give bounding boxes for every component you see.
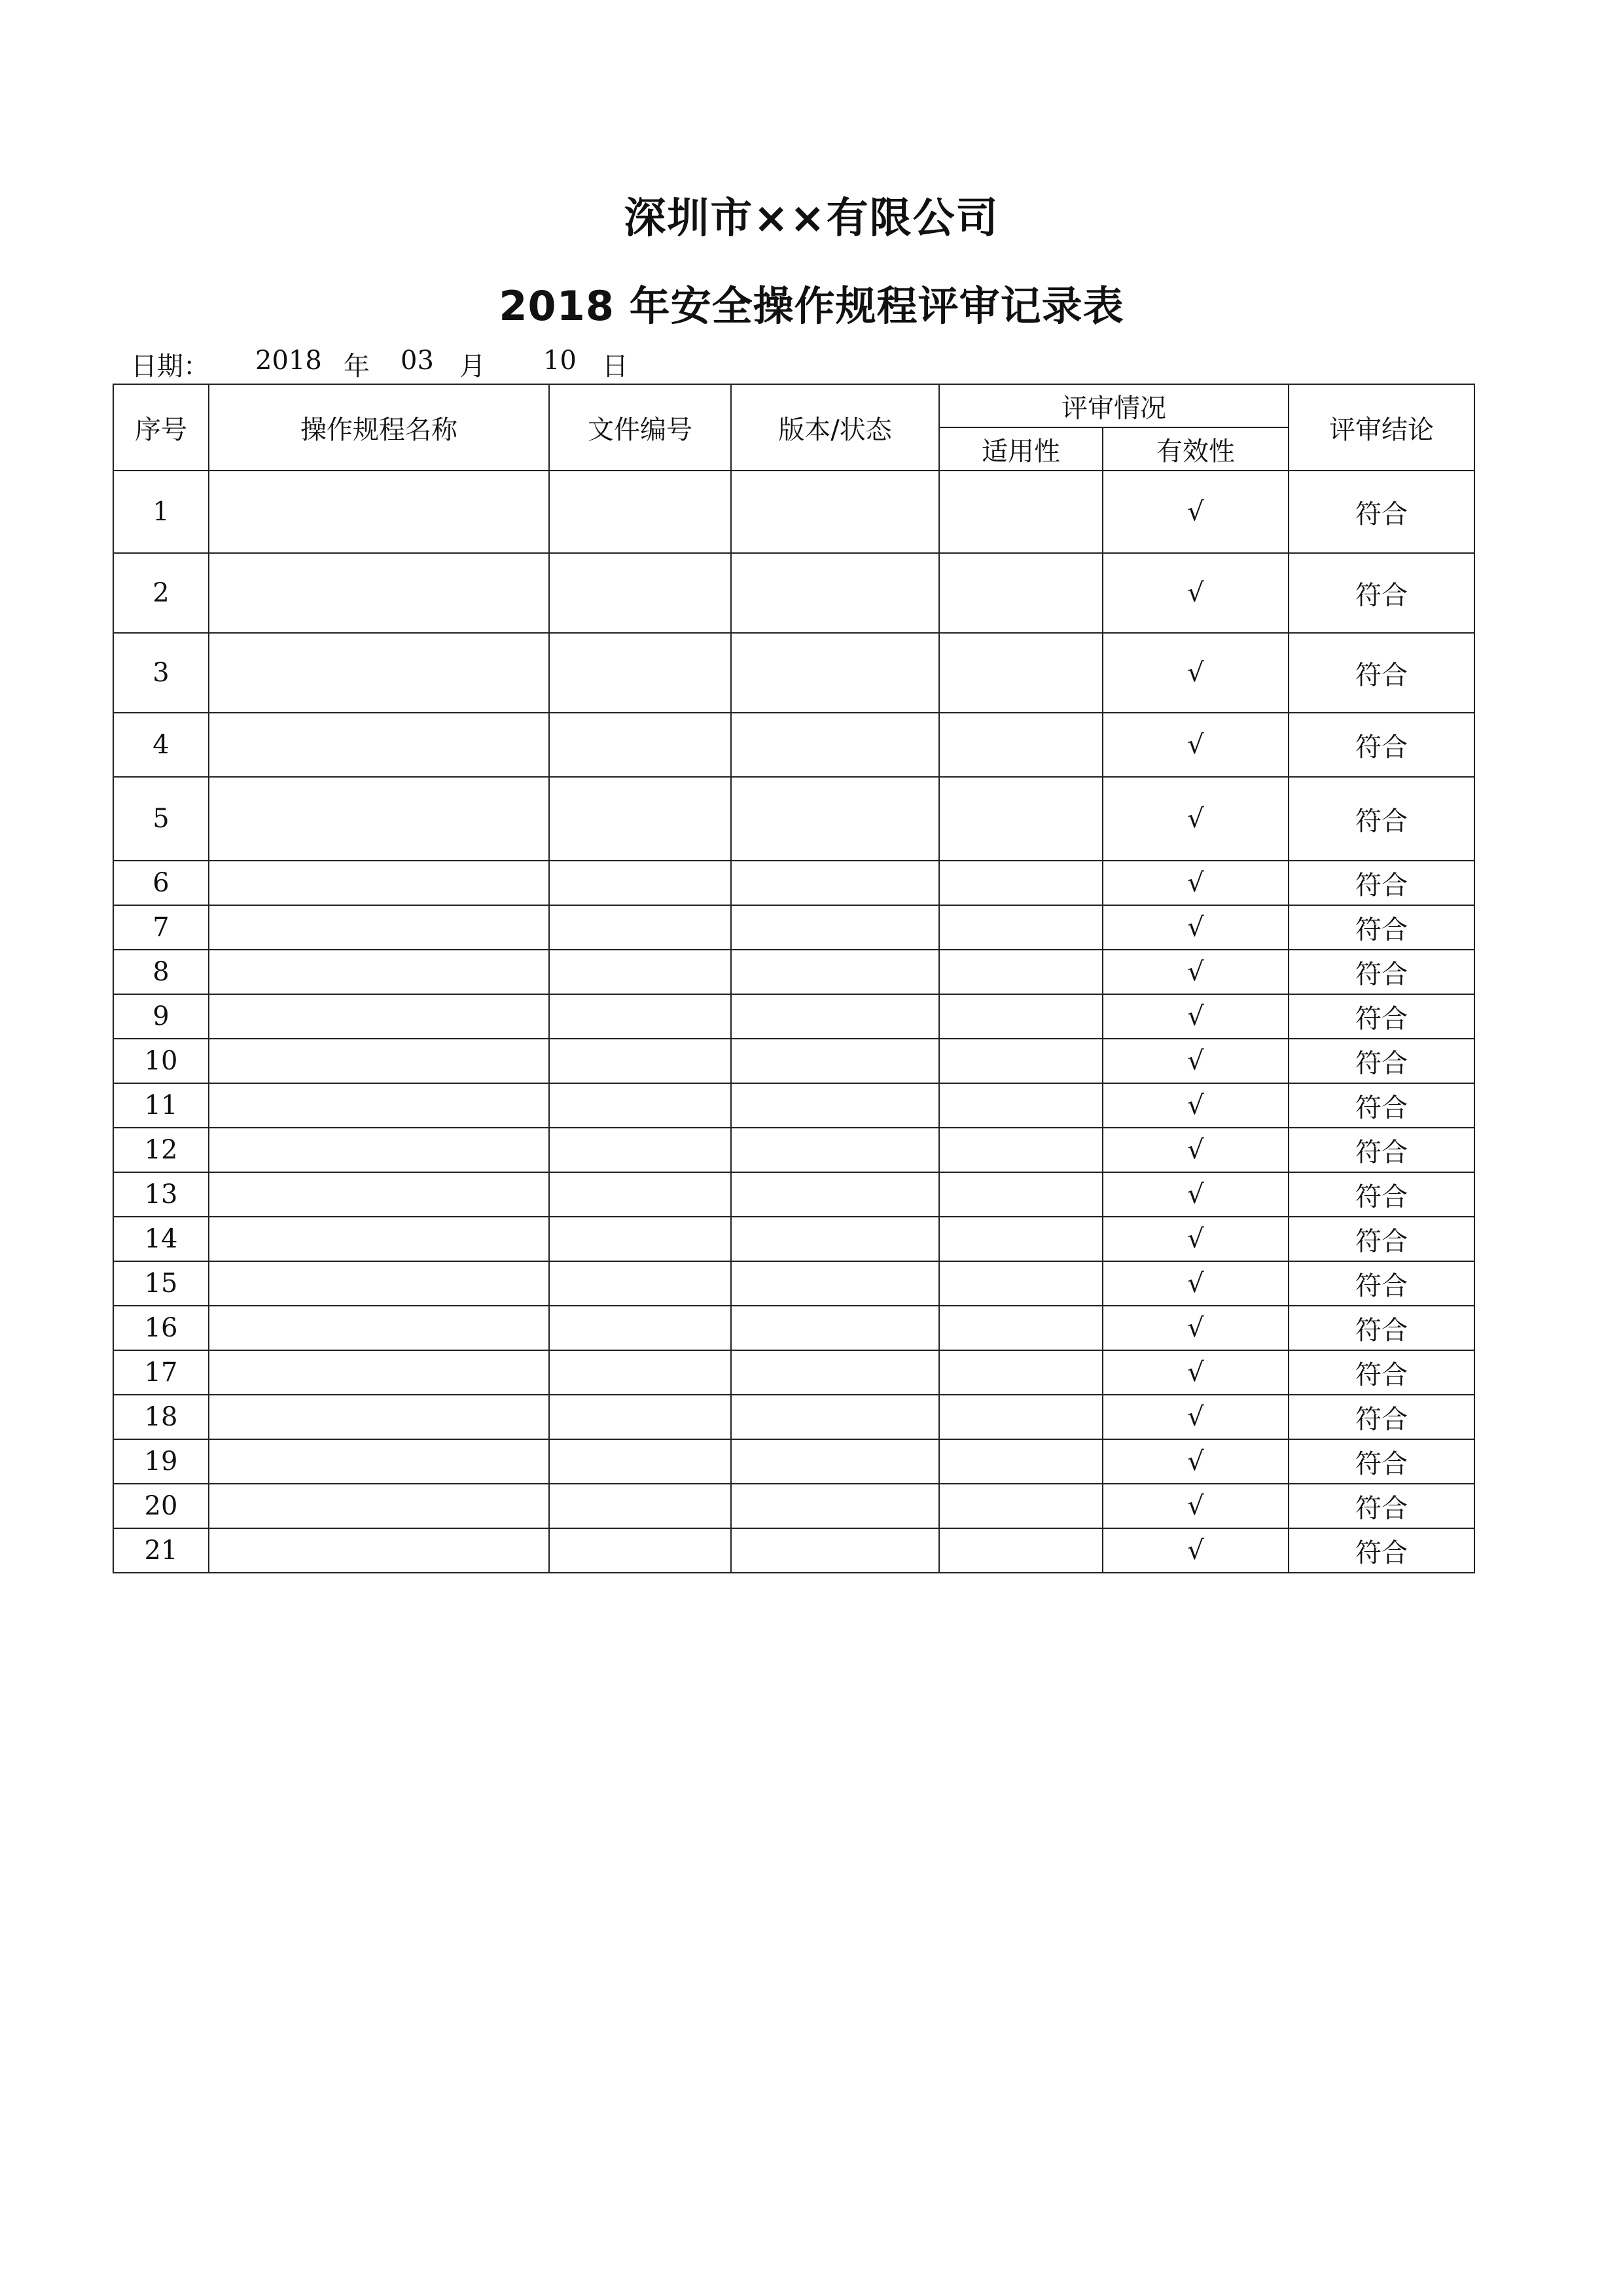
table-row [113,1439,1474,1484]
table-row [113,1083,1474,1128]
cell-applicability [939,1128,1103,1172]
cell-doc-no [549,1306,731,1350]
cell-seq: 4 [113,713,209,777]
cell-applicability [939,777,1103,861]
table-row [113,1039,1474,1083]
cell-version [731,1261,939,1306]
cell-conclusion: 符合 [1289,1039,1474,1083]
cell-seq: 21 [113,1528,209,1573]
cell-validity: √ [1103,1128,1289,1172]
cell-conclusion: 符合 [1289,1528,1474,1573]
header-validity: 有效性 [1103,427,1289,471]
cell-doc-no [549,1528,731,1573]
table-row [113,713,1474,777]
cell-name [209,861,549,905]
cell-doc-no [549,1395,731,1439]
cell-name [209,713,549,777]
cell-doc-no [549,905,731,950]
cell-doc-no [549,633,731,713]
table-row [113,633,1474,713]
cell-conclusion: 符合 [1289,1172,1474,1217]
cell-version [731,1484,939,1528]
cell-validity: √ [1103,1306,1289,1350]
table-row [113,1261,1474,1306]
cell-name [209,1395,549,1439]
date-year-unit: 年 [344,351,370,382]
date-day-unit: 日 [602,351,628,382]
cell-conclusion: 符合 [1289,861,1474,905]
table-row [113,1528,1474,1573]
cell-name [209,1439,549,1484]
cell-doc-no [549,777,731,861]
cell-name [209,1350,549,1395]
cell-name [209,1083,549,1128]
header-conclusion: 评审结论 [1289,384,1474,471]
table-row [113,1306,1474,1350]
date-day: 10 [543,346,577,376]
cell-seq: 6 [113,861,209,905]
cell-version [731,1306,939,1350]
cell-name [209,994,549,1039]
form-title: 2018 年安全操作规程评审记录表 [499,282,1124,330]
cell-version [731,950,939,994]
cell-applicability [939,553,1103,633]
cell-version [731,1039,939,1083]
date-line [131,346,916,382]
cell-conclusion: 符合 [1289,1261,1474,1306]
cell-version [731,1128,939,1172]
cell-doc-no [549,1039,731,1083]
date-month: 03 [401,346,434,376]
cell-doc-no [549,1261,731,1306]
cell-doc-no [549,1484,731,1528]
table-row [113,905,1474,950]
cell-doc-no [549,471,731,553]
cell-validity: √ [1103,1172,1289,1217]
cell-version [731,1395,939,1439]
cell-validity: √ [1103,713,1289,777]
cell-applicability [939,1395,1103,1439]
cell-version [731,633,939,713]
cell-validity: √ [1103,1528,1289,1573]
cell-applicability [939,1439,1103,1484]
cell-version [731,471,939,553]
cell-seq: 18 [113,1395,209,1439]
cell-validity: √ [1103,1484,1289,1528]
cell-applicability [939,1350,1103,1395]
cell-validity: √ [1103,950,1289,994]
cell-seq: 19 [113,1439,209,1484]
cell-applicability [939,994,1103,1039]
cell-seq: 20 [113,1484,209,1528]
cell-applicability [939,1172,1103,1217]
cell-validity: √ [1103,1039,1289,1083]
cell-name [209,777,549,861]
cell-conclusion: 符合 [1289,471,1474,553]
cell-doc-no [549,1217,731,1261]
cell-seq: 2 [113,553,209,633]
cell-applicability [939,633,1103,713]
cell-conclusion: 符合 [1289,553,1474,633]
cell-applicability [939,1217,1103,1261]
cell-validity: √ [1103,777,1289,861]
table-row [113,1350,1474,1395]
cell-applicability [939,471,1103,553]
cell-conclusion: 符合 [1289,633,1474,713]
cell-name [209,1306,549,1350]
cell-seq: 12 [113,1128,209,1172]
cell-validity: √ [1103,553,1289,633]
table-row [113,861,1474,905]
table-row [113,777,1474,861]
cell-seq: 15 [113,1261,209,1306]
date-label: 日期： [131,351,209,382]
cell-conclusion: 符合 [1289,1083,1474,1128]
cell-seq: 9 [113,994,209,1039]
cell-conclusion: 符合 [1289,777,1474,861]
cell-seq: 7 [113,905,209,950]
cell-seq: 1 [113,471,209,553]
cell-version [731,777,939,861]
cell-seq: 10 [113,1039,209,1083]
cell-applicability [939,1484,1103,1528]
cell-name [209,905,549,950]
cell-version [731,1439,939,1484]
cell-seq: 17 [113,1350,209,1395]
cell-doc-no [549,1128,731,1172]
header-applicability: 适用性 [939,427,1103,471]
cell-name [209,553,549,633]
cell-seq: 5 [113,777,209,861]
cell-conclusion: 符合 [1289,1350,1474,1395]
cell-seq: 13 [113,1172,209,1217]
cell-validity: √ [1103,633,1289,713]
cell-version [731,713,939,777]
cell-name [209,1039,549,1083]
cell-name [209,471,549,553]
cell-conclusion: 符合 [1289,1217,1474,1261]
cell-version [731,1350,939,1395]
table-row [113,994,1474,1039]
cell-seq: 3 [113,633,209,713]
cell-name [209,1172,549,1217]
cell-name [209,633,549,713]
cell-doc-no [549,950,731,994]
header-seq: 序号 [113,384,209,471]
cell-applicability [939,1306,1103,1350]
cell-doc-no [549,1439,731,1484]
table-row [113,553,1474,633]
cell-version [731,1083,939,1128]
date-year: 2018 [255,346,322,376]
cell-seq: 11 [113,1083,209,1128]
header-name: 操作规程名称 [209,384,549,471]
cell-validity: √ [1103,471,1289,553]
cell-name [209,1261,549,1306]
table-row [113,1172,1474,1217]
cell-conclusion: 符合 [1289,1306,1474,1350]
cell-validity: √ [1103,1217,1289,1261]
cell-doc-no [549,861,731,905]
cell-version [731,1528,939,1573]
table-row [113,1395,1474,1439]
cell-validity: √ [1103,1083,1289,1128]
cell-version [731,994,939,1039]
date-month-unit: 月 [459,351,486,382]
cell-doc-no [549,1083,731,1128]
cell-version [731,861,939,905]
cell-doc-no [549,1350,731,1395]
cell-validity: √ [1103,994,1289,1039]
cell-conclusion: 符合 [1289,1439,1474,1484]
cell-version [731,553,939,633]
cell-applicability [939,1083,1103,1128]
cell-applicability [939,1528,1103,1573]
cell-conclusion: 符合 [1289,1128,1474,1172]
cell-seq: 8 [113,950,209,994]
cell-name [209,950,549,994]
cell-doc-no [549,713,731,777]
cell-version [731,1172,939,1217]
cell-applicability [939,861,1103,905]
cell-conclusion: 符合 [1289,950,1474,994]
company-title: 深圳市××有限公司 [624,194,999,243]
cell-conclusion: 符合 [1289,994,1474,1039]
cell-conclusion: 符合 [1289,713,1474,777]
cell-conclusion: 符合 [1289,1395,1474,1439]
cell-version [731,905,939,950]
cell-validity: √ [1103,905,1289,950]
header-version: 版本/状态 [731,384,939,471]
cell-validity: √ [1103,1350,1289,1395]
cell-validity: √ [1103,1261,1289,1306]
cell-applicability [939,950,1103,994]
review-table [113,384,1475,1573]
cell-name [209,1484,549,1528]
cell-doc-no [549,994,731,1039]
cell-seq: 16 [113,1306,209,1350]
cell-conclusion: 符合 [1289,905,1474,950]
cell-version [731,1217,939,1261]
cell-seq: 14 [113,1217,209,1261]
cell-applicability [939,905,1103,950]
cell-conclusion: 符合 [1289,1484,1474,1528]
cell-name [209,1128,549,1172]
table-row [113,950,1474,994]
header-doc-no: 文件编号 [549,384,731,471]
cell-applicability [939,713,1103,777]
table-row [113,1128,1474,1172]
table-row [113,1484,1474,1528]
cell-doc-no [549,1172,731,1217]
cell-name [209,1217,549,1261]
cell-validity: √ [1103,1395,1289,1439]
cell-validity: √ [1103,861,1289,905]
cell-applicability [939,1261,1103,1306]
header-review-group: 评审情况 [939,384,1289,427]
cell-doc-no [549,553,731,633]
cell-validity: √ [1103,1439,1289,1484]
table-row [113,471,1474,553]
cell-name [209,1528,549,1573]
cell-applicability [939,1039,1103,1083]
table-row [113,1217,1474,1261]
